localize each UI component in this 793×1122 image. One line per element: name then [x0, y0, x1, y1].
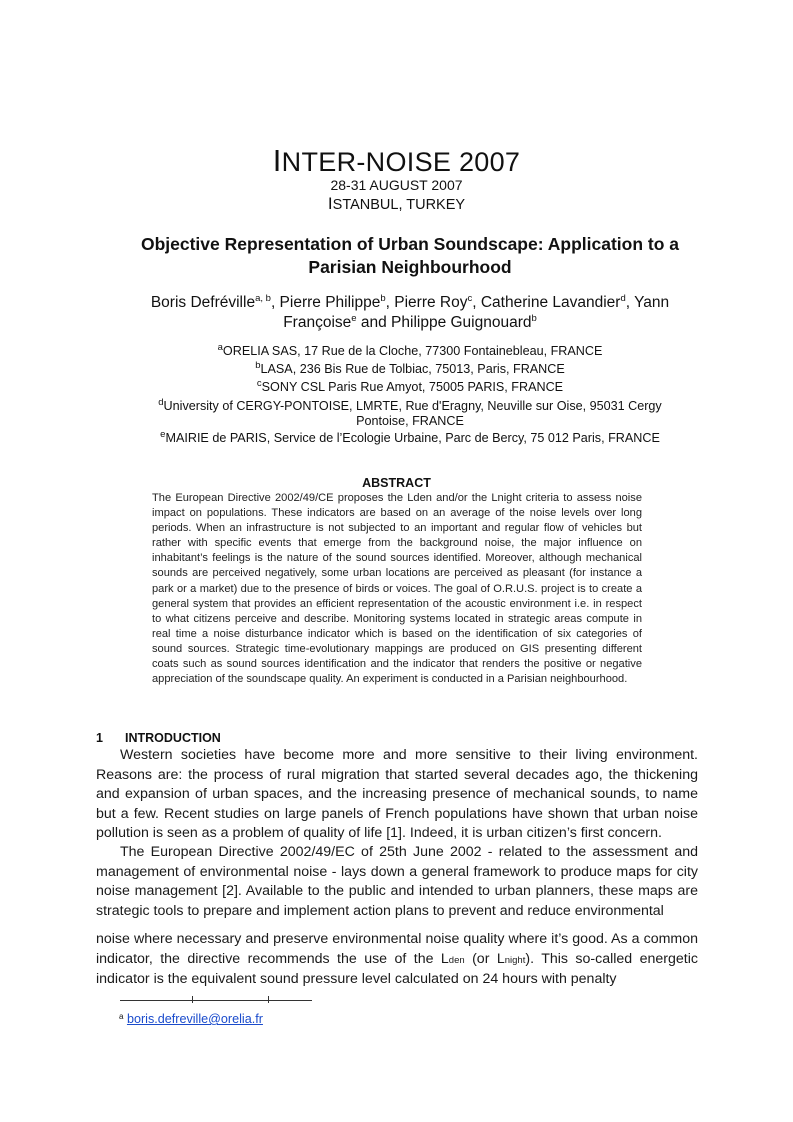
- author-list: [112, 293, 708, 333]
- footnote-email-link[interactable]: boris.defreville@orelia.fr: [126, 1012, 263, 1026]
- footnote-rule: [120, 1000, 312, 1001]
- author-line-1: Boris Defréville$^{a, b}$, Pierre Philippe$^b$, Pierre Roy$^c$, Catherine Lavandier$^d$, Yann: [150, 293, 670, 311]
- affiliation-c: $^c$SONY CSL Paris Rue Amyot, 75005 PARIS, FRANCE: [256, 378, 564, 394]
- affiliation-d: $^d$University of CERGY-PONTOISE, LMRTE, Rue d'Eragny, Neuville sur Oise, 95031 Cergy Pontoise, FRANCE: [158, 397, 662, 428]
- footnote-rule-tick: [192, 996, 193, 1003]
- section-heading: 1 INTRODUCTION: [96, 731, 221, 745]
- paper-title: [110, 233, 710, 279]
- affiliation-e: $^e$MAIRIE de PARIS, Service de l’Ecologie Urbaine, Parc de Bercy, 75 012 Paris, FRANCE: [160, 429, 660, 445]
- footnote: $^a$ boris.defreville@orelia.fr: [119, 1012, 263, 1026]
- body-paragraph-2: The European Directive 2002/49/EC of 25th June 2002 - related to the assessment and management of environmental noise - lays down a general framework to produce maps for city noise management [2]. Available to the public and intended to urban planners, these maps are strategic tools to prepare and implement action plans to prevent and reduce environmental: [96, 844, 698, 919]
- author-line-2: Françoise$^e$ and Philippe Guignouard$^b$: [283, 313, 537, 331]
- abstract-text: The European Directive 2002/49/CE proposes the Lden and/or the Lnight criteria to assess noise impact on populations. These indicators are based on an average of the noise levels over long periods. When an infrastructure is not subjected to an important and regular flow of vehicles but rather with specific events that emerge from the background noise, the major influence on inhabitant’s feelings is the nature of the sound sources identified. Moreover, although mechanical sounds are perceived negatively, some urban locations are perceived as pleasant (for instance a park or a market) due to the presence of birds or voices. The goal of O.R.U.S. project is to create a general system that provides an efficient representation of the acoustic environment i.e. in respect to what citizens perceive and describe. Monitoring systems located in strategic areas compute in real time a noise disturbance indicator which is based on the identification of six categories of sound sources. Strategic time-evolutionary mappings are produced on GIS presenting different coats such as sound sources identification and the indicator that renders the positive or negative appreciation of the soundscape quality. An experiment is conducted in a Parisian neighbourhood.: [152, 492, 642, 686]
- abstract-heading: ABSTRACT: [362, 476, 431, 490]
- body-paragraph-3: noise where necessary and preserve environmental noise quality where it’s good. As a common indicator, the directive recommends the use of the Lden (or Lnight). This so-called energetic indicator is the equivalent sound pressure level calculated on 24 hours with penalty: [96, 931, 698, 988]
- paper-title-line-2: Parisian Neighbourhood: [308, 257, 512, 277]
- conference-name: INTER-NOISE 2007: [272, 143, 521, 178]
- conference-place: ISTANBUL, TURKEY: [327, 194, 466, 213]
- footnote-rule-tick: [268, 996, 269, 1003]
- affiliation-b: $^b$LASA, 236 Bis Rue de Tolbiac, 75013, Paris, FRANCE: [255, 360, 565, 376]
- affiliation-a: $^a$ORELIA SAS, 17 Rue de la Cloche, 77300 Fontainebleau, FRANCE: [217, 342, 603, 358]
- body-paragraph-1: Western societies have become more and more sensitive to their living environment. Reasons are: the process of rural migration that started several decades ago, the thickening and expansion of urban spaces, and the increasing presence of mechanical sounds, to name but a few. Recent studies on large panels of French populations have shown that urban noise pollution is seen as a problem of quality of life [1]. Indeed, it is urban citizen’s first concern.: [96, 747, 698, 842]
- conference-dates: 28-31 AUGUST 2007: [330, 177, 463, 193]
- paper-title-line-1: Objective Representation of Urban Soundscape: Application to a: [140, 234, 680, 254]
